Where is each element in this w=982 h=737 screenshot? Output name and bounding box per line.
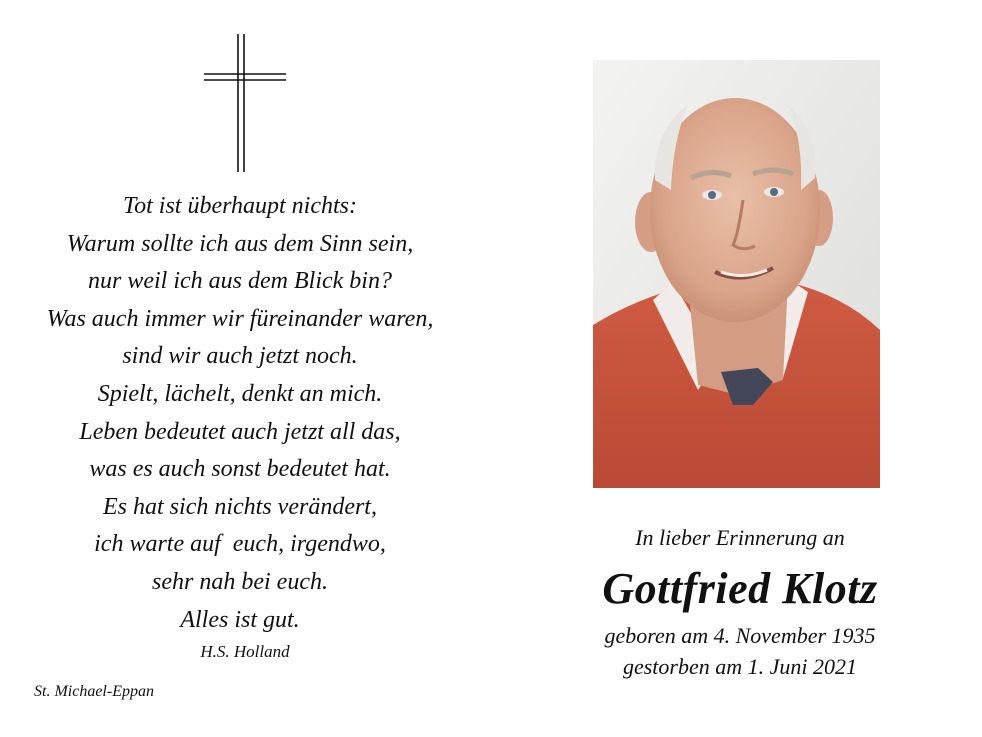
poem-line: Spielt, lächelt, denkt an mich.: [97, 380, 383, 407]
poem-line: was es auch sonst bedeutet hat.: [89, 456, 391, 483]
poem-line: Tot ist überhaupt nichts:: [122, 193, 358, 219]
death-date: gestorben am 1. Juni 2021: [622, 654, 858, 679]
cross-icon: [198, 34, 290, 174]
parish-name: St. Michael-Eppan: [34, 683, 154, 700]
portrait-photo: [593, 60, 880, 488]
poem-line: Warum sollte ich aus dem Sinn sein,: [66, 230, 414, 257]
poem-line: nur weil ich aus dem Blick bin?: [88, 268, 392, 295]
poem-line: Es hat sich nichts verändert,: [103, 493, 377, 520]
deceased-name: Gottfried Klotz: [602, 564, 878, 613]
poem-line: Alles ist gut.: [180, 606, 300, 633]
poem-line: Was auch immer wir füreinander waren,: [46, 305, 434, 332]
birth-date: geboren am 4. November 1935: [604, 623, 876, 648]
poem: [20, 188, 460, 639]
poem-line: sind wir auch jetzt noch.: [122, 343, 358, 370]
memorial-intro: In lieber Erinnerung an: [635, 525, 845, 550]
poem-line: ich warte auf euch, irgendwo,: [94, 531, 386, 558]
poem-line: sehr nah bei euch.: [152, 568, 328, 595]
poem-line: Leben bedeutet auch jetzt all das,: [79, 418, 401, 445]
poem-author: H.S. Holland: [200, 642, 290, 661]
